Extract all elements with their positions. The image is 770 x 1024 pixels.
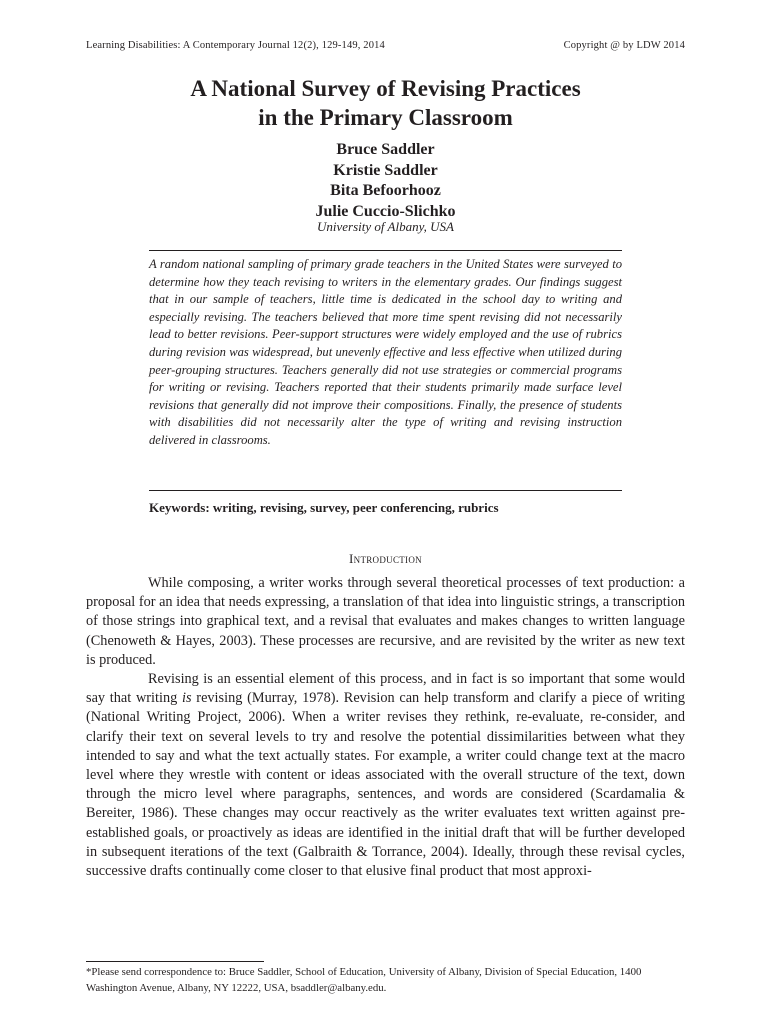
author-name: Bita Befoorhooz [330, 182, 441, 199]
copyright-notice: Copyright @ by LDW 2014 [563, 40, 685, 51]
body-text [86, 574, 685, 881]
paragraph: While composing, a writer works through several theoretical processes of text production: a proposal for an idea that needs expressing, a translation of that idea into linguistic strings, a transcription of those strings into graphical text, and a revisal that evaluates and makes changes to written language (Chenoweth & Hayes, 2003). These processes are recursive, and are revisited by the writer as new text is produced. [86, 575, 685, 668]
keywords: Keywords: writing, revising, survey, peer conferencing, rubrics [149, 500, 499, 515]
author-name: Kristie Saddler [333, 161, 438, 179]
abstract-bottom-rule [149, 490, 622, 491]
author-name: Bruce Saddler [336, 141, 435, 158]
journal-citation: Learning Disabilities: A Contemporary Journal 12(2), 129-149, 2014 [86, 40, 385, 51]
abstract: A random national sampling of primary grade teachers in the United States were surveyed to determine how they teach revising to writers in the elementary grades. Our findings suggest that in our sample of teachers, little time is dedicated in the school day to writing and especially revising. The teachers believed that more time spent revising did not necessarily lead to better revisions. Peer-support structures were widely employed and the use of rubrics during revision was widespread, but unevenly effective and less effective when utilized during peer-grouping structures. Teachers generally did not use strategies or commercial programs for writing or revising. Teachers reported that their students primarily made surface level revisions that generally did not improve their compositions. Finally, the presence of students with disabilities did not necessarily alter the type of writing and revising instruction delivered in classrooms. [149, 257, 622, 447]
emphasis-text: is [182, 690, 192, 707]
title-line: in the Primary Classroom [258, 105, 513, 130]
paragraph [86, 670, 685, 881]
section-heading-introduction: Introduction [349, 551, 422, 566]
author-list [86, 140, 685, 222]
correspondence-footnote: *Please send correspondence to: Bruce Saddler, School of Education, University of Albany, Division of Special Education, 1400 Washington Avenue, Albany, NY 12222, USA, bsaddler@albany.edu. [86, 966, 642, 994]
footnote-rule [86, 961, 264, 962]
article-title [86, 74, 685, 132]
abstract-top-rule [149, 250, 622, 251]
paragraph-text: Revising is an essential element of this process, and in fact is so important that some would say that writing [86, 671, 685, 707]
title-line: A National Survey of Revising Practices [190, 76, 581, 101]
paragraph-text: revising (Murray, 1978). Revision can help transform and clarify a piece of writing (National Writing Project, 2006). When a writer revises they rethink, re-evaluate, re-consider, and clarify their text on several levels to try and resolve the potential dissimilarities between what they intended to say and what the text actually states. For example, a writer could change text at the macro level where they wrestle with content or ideas associated with the overall structure of the text, down through the micro level where paragraphs, sentences, and words are considered (Scardamalia & Bereiter, 1986). These changes may occur reactively as the writer evaluates text written against pre-established goals, or proactively as ideas are identified in the initial draft that will be further developed in subsequent iterations of the text (Galbraith & Torrance, 2004). Ideally, through these revisal cycles, successive drafts continually come closer to that elusive final product that most approxi- [86, 690, 685, 880]
author-name: Julie Cuccio-Slichko [315, 202, 456, 220]
author-affiliation: University of Albany, USA [317, 219, 454, 234]
